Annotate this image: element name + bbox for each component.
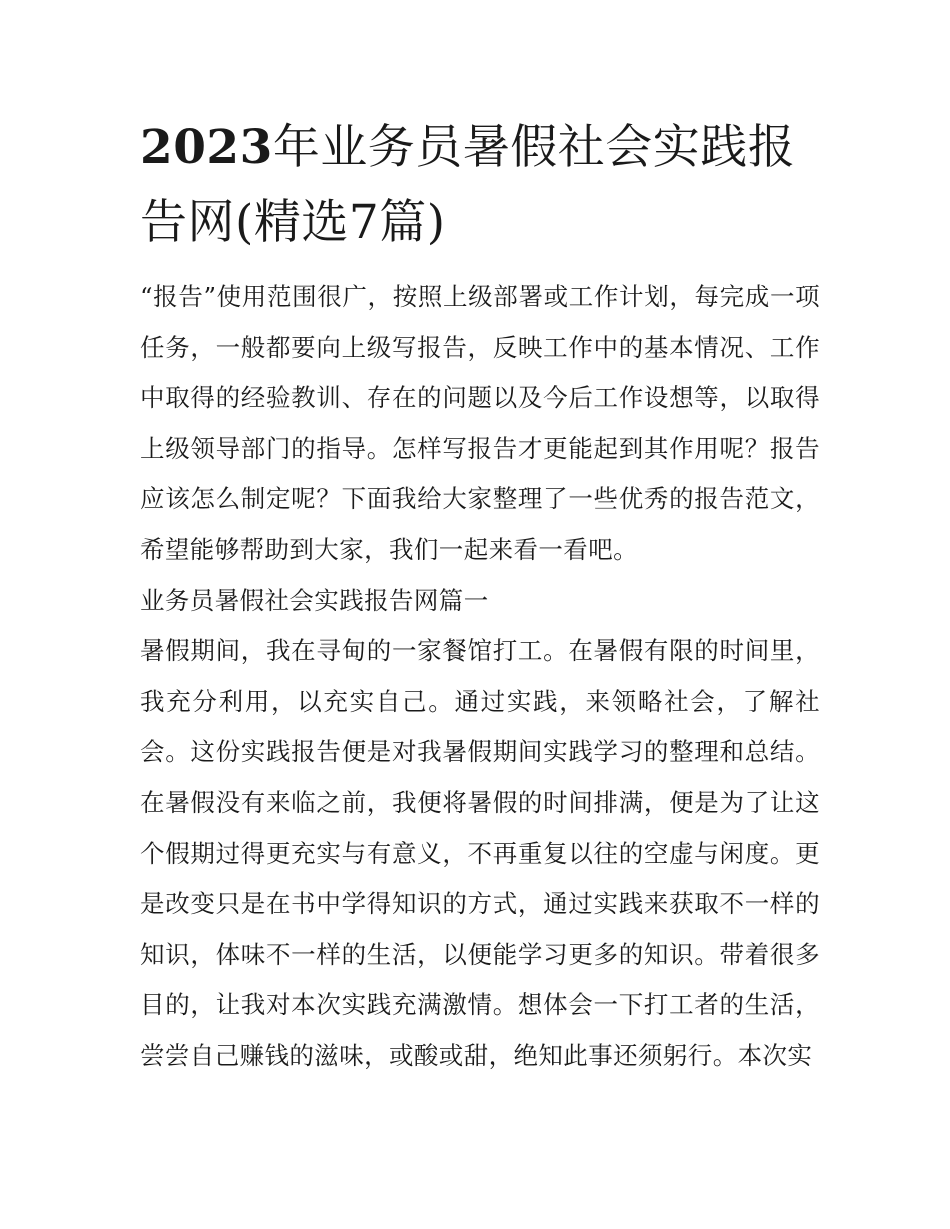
title-year: 2023: [140, 120, 273, 175]
section-paragraph: 暑假期间，我在寻甸的一家餐馆打工。在暑假有限的时间里，我充分利用，以充实自己。通过实践，来领略社会，了解社会。这份实践报告便是对我暑假期间实践学习的整理和总结。在暑假没有来临之前，我便将暑假的时间排满，便是为了让这个假期过得更充实与有意义，不再重复以往的空虚与闲度。更是改变只是在书中学得知识的方式，通过实践来获取不一样的知识，体味不一样的生活，以便能学习更多的知识。带着很多目的，让我对本次实践充满激情。想体会一下打工者的生活，尝尝自己赚钱的滋味，或酸或甜，绝知此事还须躬行。本次实: [140, 636, 820, 1070]
document-title: [140, 110, 820, 260]
document-title-text: [140, 120, 795, 250]
intro-paragraph: “报告”使用范围很广，按照上级部署或工作计划，每完成一项任务，一般都要向上级写报告，反映工作中的基本情况、工作中取得的经验教训、存在的问题以及今后工作设想等，以取得上级领导部门的指导。怎样写报告才更能起到其作用呢？报告应该怎么制定呢？下面我给大家整理了一些优秀的报告范文，希望能够帮助到大家，我们一起来看一看吧。: [140, 282, 820, 564]
title-rest: 年业务员暑假社会实践报告网(精选7篇): [140, 120, 796, 250]
document-body: [140, 272, 820, 1082]
section-heading: 业务员暑假社会实践报告网篇一: [140, 585, 489, 615]
document-page: [140, 110, 820, 1082]
